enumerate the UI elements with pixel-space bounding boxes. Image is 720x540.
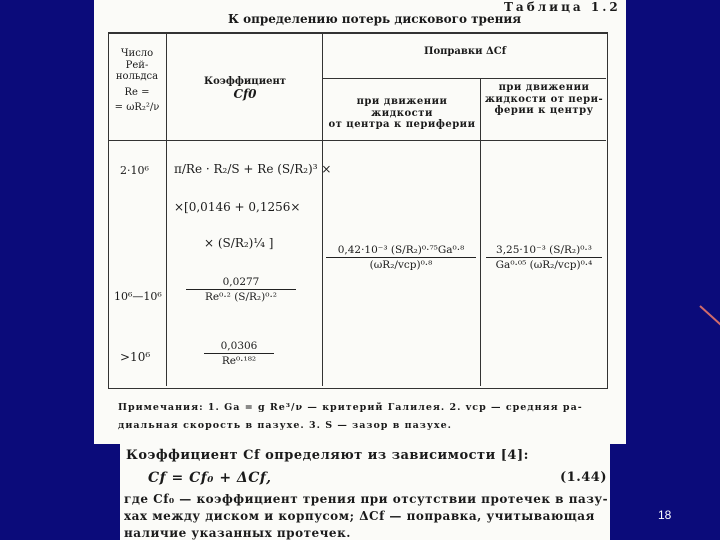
header-reynolds-line: Число bbox=[120, 48, 154, 59]
table-title: К определению потерь дискового трения bbox=[228, 12, 522, 26]
header-to-periphery-line: от центра к периферии bbox=[328, 119, 476, 130]
col-divider-3 bbox=[480, 78, 481, 386]
header-to-center bbox=[482, 82, 606, 117]
correction-periphery-formula bbox=[326, 244, 476, 271]
row3-denominator: Re⁰·¹⁸² bbox=[221, 355, 257, 367]
text-line-4: хах между диском и корпусом; ΔCf — поправка, учитывающая bbox=[124, 509, 595, 523]
col-divider-2 bbox=[322, 32, 323, 386]
row2-reynolds: 10⁶—10⁶ bbox=[114, 290, 162, 303]
scanned-text-block bbox=[120, 444, 610, 540]
row2-numerator: 0,0277 bbox=[222, 276, 260, 288]
col-divider-1 bbox=[166, 32, 167, 386]
header-to-periphery-line: при движении жидкости bbox=[356, 96, 448, 119]
fraction-bar bbox=[486, 257, 602, 258]
slide-accent-line bbox=[699, 305, 720, 327]
header-reynolds bbox=[108, 48, 166, 114]
header-reynolds-line: Re = bbox=[124, 86, 150, 98]
row1-reynolds: 2·10⁶ bbox=[120, 164, 149, 177]
row3-numerator: 0,0306 bbox=[220, 340, 258, 352]
header-to-center-line: ферии к центру bbox=[494, 105, 594, 116]
row3-reynolds: >10⁶ bbox=[120, 350, 151, 364]
text-equation-number: (1.44) bbox=[560, 470, 607, 485]
row2-formula bbox=[186, 276, 296, 303]
header-coefficient-symbol: Cf0 bbox=[233, 86, 257, 101]
header-reynolds-line: = ωR₂²/ν bbox=[114, 102, 160, 113]
correction-periphery-denominator: (ωR₂/vср)⁰·⁸ bbox=[369, 259, 433, 271]
fraction-bar bbox=[204, 353, 274, 354]
header-reynolds-line: нольдса bbox=[115, 71, 159, 82]
header-separator bbox=[108, 140, 606, 141]
header-coefficient bbox=[168, 76, 322, 101]
scanned-table-page bbox=[94, 0, 626, 444]
page-number: 18 bbox=[658, 508, 672, 522]
correction-center-formula bbox=[486, 244, 602, 271]
header-corrections: Поправки ΔCf bbox=[424, 46, 506, 57]
row1-formula-line3: × (S/R₂)¼ ] bbox=[204, 236, 274, 250]
row2-denominator: Re⁰·² (S/R₂)⁰·² bbox=[204, 291, 277, 303]
header-reynolds-line: Рей- bbox=[125, 59, 149, 71]
text-line-3: где Cf₀ — коэффициент трения при отсутствии протечек в пазу- bbox=[124, 492, 609, 506]
header-coefficient-line: Коэффициент bbox=[204, 76, 286, 87]
fraction-bar bbox=[186, 289, 296, 290]
row3-formula bbox=[204, 340, 274, 367]
row1-formula-line1: π/Re · R₂/S + Re (S/R₂)³ × bbox=[174, 162, 332, 176]
correction-center-denominator: Ga⁰·⁰⁵ (ωR₂/vср)⁰·⁴ bbox=[495, 259, 593, 271]
row1-formula-line2: ×[0,0146 + 0,1256× bbox=[174, 200, 301, 214]
text-line-5: наличие указанных протечек. bbox=[124, 526, 351, 540]
table-note-line1: Примечания: 1. Ga = g Re³/ν — критерий Галилея. 2. vср — средняя ра- bbox=[118, 402, 583, 413]
header-to-center-line: при движении bbox=[498, 82, 590, 93]
table-note-line2: диальная скорость в пазухе. 3. S — зазор в пазухе. bbox=[118, 420, 452, 431]
table-label: Таблица 1.2 bbox=[504, 0, 621, 14]
fraction-bar bbox=[326, 257, 476, 258]
corrections-separator bbox=[322, 78, 606, 79]
correction-center-numerator: 3,25·10⁻³ (S/R₂)⁰·³ bbox=[496, 244, 592, 256]
header-to-center-line: жидкости от пери- bbox=[484, 93, 604, 105]
text-equation: Cf = Cf₀ + ΔCf, bbox=[148, 470, 272, 486]
text-line-1: Коэффициент Cf определяют из зависимости [4]: bbox=[126, 448, 529, 463]
header-to-periphery bbox=[324, 96, 480, 131]
correction-periphery-numerator: 0,42·10⁻³ (S/R₂)⁰·⁷⁵Ga⁰·⁸ bbox=[337, 244, 465, 256]
